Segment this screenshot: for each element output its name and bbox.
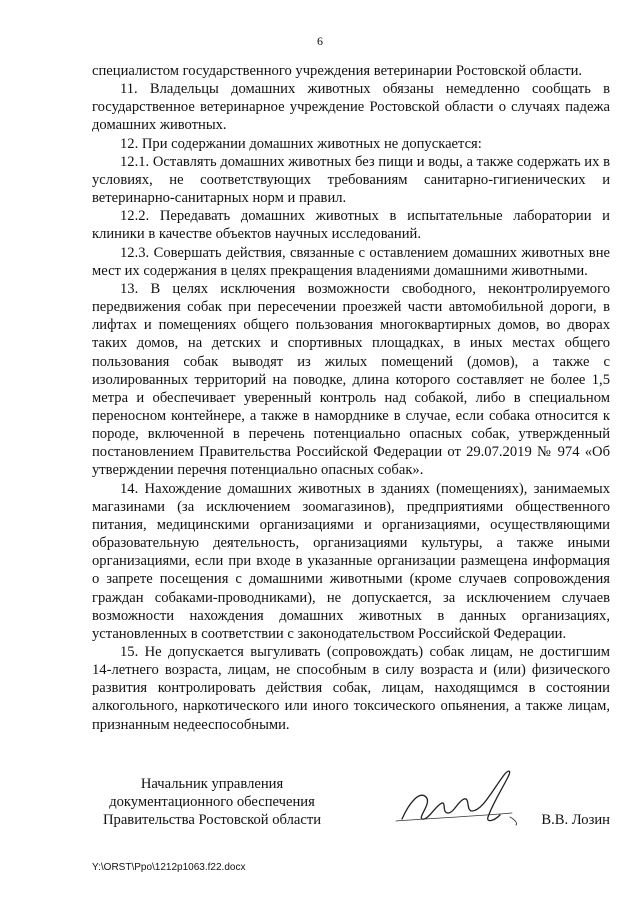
signatory-title (92, 775, 332, 829)
document-body (92, 62, 610, 734)
paragraph-item-15: 15. Не допускается выгуливать (сопровождать) собак лицам, не достигшим 14-летнего возраста, лицам, не способным в силу возраста и (или) физического развития контролировать действия собак, лицам, находящимся в состоянии алкогольного, наркотического или иного токсического опьянения, а также лицам, признанным недееспособными. (92, 644, 610, 733)
handwritten-signature (392, 761, 552, 831)
page-number: 6 (317, 34, 323, 48)
signatory-title-line: документационного обеспечения (109, 794, 315, 811)
paragraph-item-12-3: 12.3. Совершать действия, связанные с оставлением домашних животных вне мест их содержания в целях прекращения владениями домашними животными. (92, 244, 610, 279)
signatory-title-line: Правительства Ростовской области (102, 812, 322, 829)
footer-file-path: Y:\ORST\Ppo\1212p1063.f22.docx (92, 862, 246, 873)
paragraph-item-12: 12. При содержании домашних животных не допускается: (120, 135, 482, 152)
paragraph-item-12-2: 12.2. Передавать домашних животных в испытательные лаборатории и клиники в качестве объектов научных исследований. (92, 208, 610, 243)
paragraph-continuation: специалистом государственного учреждения ветеринарии Ростовской области. (92, 63, 583, 79)
signatory-title-line: Начальник управления (140, 776, 284, 792)
paragraph-item-14: 14. Нахождение домашних животных в зданиях (помещениях), занимаемых магазинами (за исключением зоомагазинов), предприятиями общественного питания, медицинскими организациями и организациями, осуществляющими образовательную деятельность, организациями культуры, а также иными организациями, если при входе в указанные организации размещена информация о запрете посещения с домашними животными (кроме случаев сопровождения граждан собаками-проводниками), не допускается, за исключением случаев возможности нахождения домашних животных в данных организациях, установленных в соответствии с законодательством Российской Федерации. (92, 480, 610, 642)
paragraph-item-11: 11. Владельцы домашних животных обязаны немедленно сообщать в государственное ветеринарное учреждение Ростовской области о случаях падежа домашних животных. (92, 81, 610, 134)
paragraph-item-13: 13. В целях исключения возможности свободного, неконтролируемого передвижения собак при пересечении проезжей части автомобильной дороги, в лифтах и помещениях общего пользования многоквартирных домов, во дворах таких домов, на детских и спортивных площадках, в иных местах общего пользования собак выводят из жилых помещений (домов), а также с изолированных территорий на поводке, длина которого составляет не более 1,5 метра и обеспечивает уверенный контроль над собакой, либо в специальном переносном контейнере, а также в наморднике в случае, если собака относится к породе, включенной в перечень потенциально опасных собак, утвержденный постановлением Правительства Российской Федерации от 29.07.2019 № 974 «Об утверждении перечня потенциально опасных собак». (92, 280, 610, 479)
signatory-name: В.В. Лозин (541, 812, 610, 828)
paragraph-item-12-1: 12.1. Оставлять домашних животных без пищи и воды, а также содержать их в условиях, не соответствующих требованиям санитарно-гигиенических и ветеринарно-санитарных норм и правил. (92, 153, 610, 207)
